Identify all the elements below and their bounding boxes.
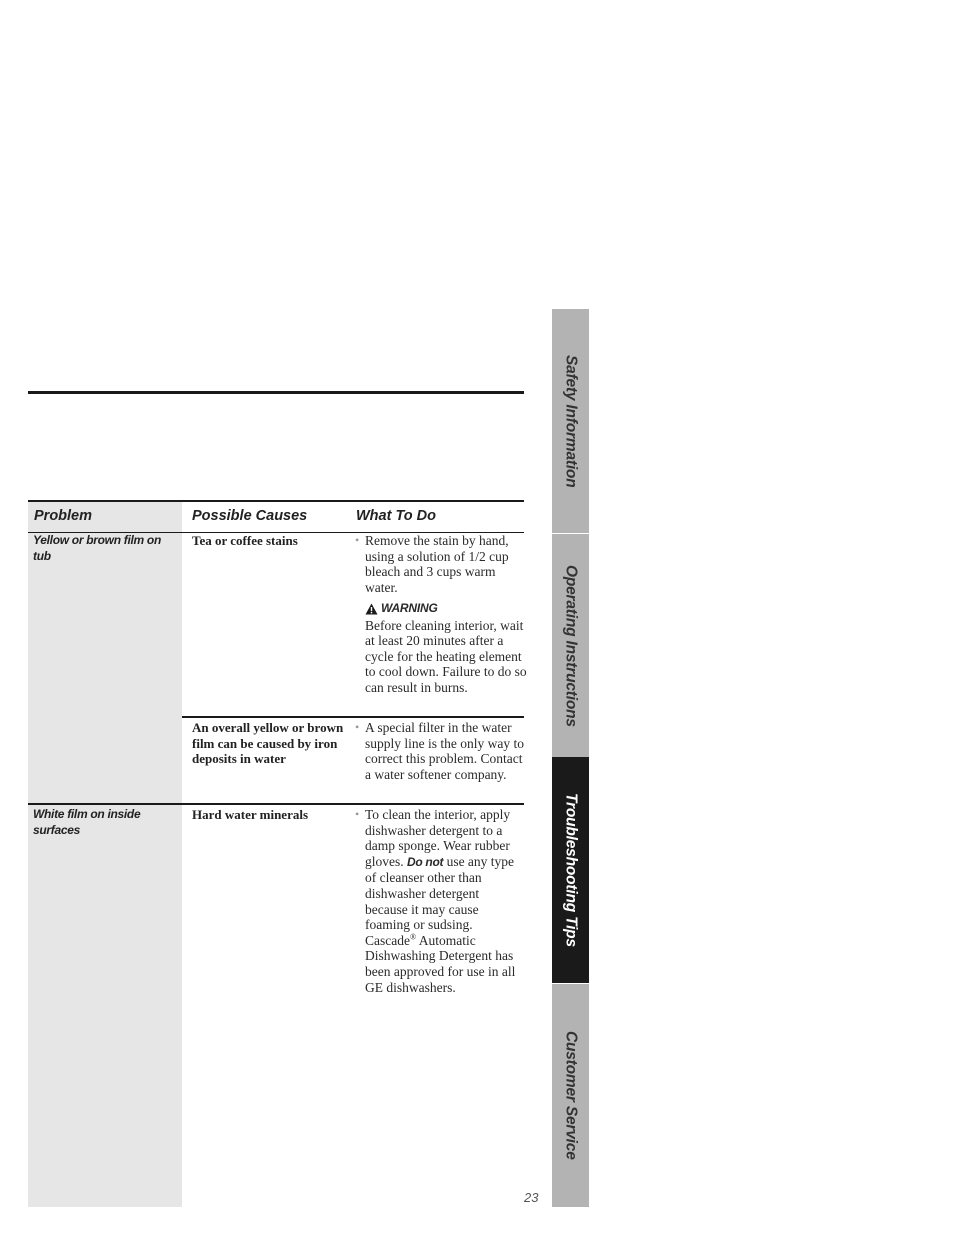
section-rule [28, 391, 524, 394]
bullet-icon: • [355, 533, 360, 547]
bullet-icon: • [355, 807, 360, 821]
problem-white-film: White film on inside surfaces [33, 807, 141, 837]
header-possible-causes: Possible Causes [192, 508, 308, 524]
cause-hard-water-minerals: Hard water minerals [192, 807, 309, 822]
header-what-to-do: What To Do [356, 508, 436, 524]
tab-customer-service[interactable]: Customer Service [552, 984, 589, 1207]
todo-remove-stain: • Remove the stain by hand, using a solution of 1/2 cup bleach and 3 cups warm water. [355, 533, 509, 595]
todo-special-filter: • A special filter in the water supply line is the only way to correct this problem. Contact a water softener company. [355, 720, 524, 782]
warning-label: WARNING [381, 601, 438, 615]
tab-troubleshooting-tips[interactable]: Troubleshooting Tips [552, 757, 589, 983]
warning-block [365, 601, 527, 696]
bullet-icon: • [355, 720, 360, 734]
problem-column-shading [28, 501, 182, 1207]
warning-text: Before cleaning interior, wait at least 20 minutes after a cycle for the heating element to cool down. Failure to do so can result in burns. [365, 617, 527, 695]
problem-yellow-brown-film: Yellow or brown film on tub [33, 533, 161, 563]
table-header [28, 500, 524, 533]
cause-iron-deposits: An overall yellow or brown film can be caused by iron deposits in water [192, 720, 344, 766]
tab-safety-information[interactable]: Safety Information [552, 309, 589, 533]
do-not-emphasis: Do not [407, 854, 444, 869]
cause-tea-coffee-stains: Tea or coffee stains [192, 533, 298, 548]
tab-operating-instructions[interactable]: Operating Instructions [552, 534, 589, 757]
todo-clean-interior: • To clean the interior, apply dishwasher detergent to a damp sponge. Wear rubber gloves. Do not use any type of cleanser other than dishwasher detergent because it may cause foaming or sudsing. Cascade® Automatic Dishwashing Detergent has been approved for use in all GE dishwashers. [355, 807, 516, 995]
header-problem: Problem [34, 508, 93, 524]
warning-triangle-icon [365, 603, 378, 615]
page-number: 23 [524, 1190, 539, 1205]
cause-divider [182, 716, 524, 718]
row-divider [28, 803, 524, 805]
